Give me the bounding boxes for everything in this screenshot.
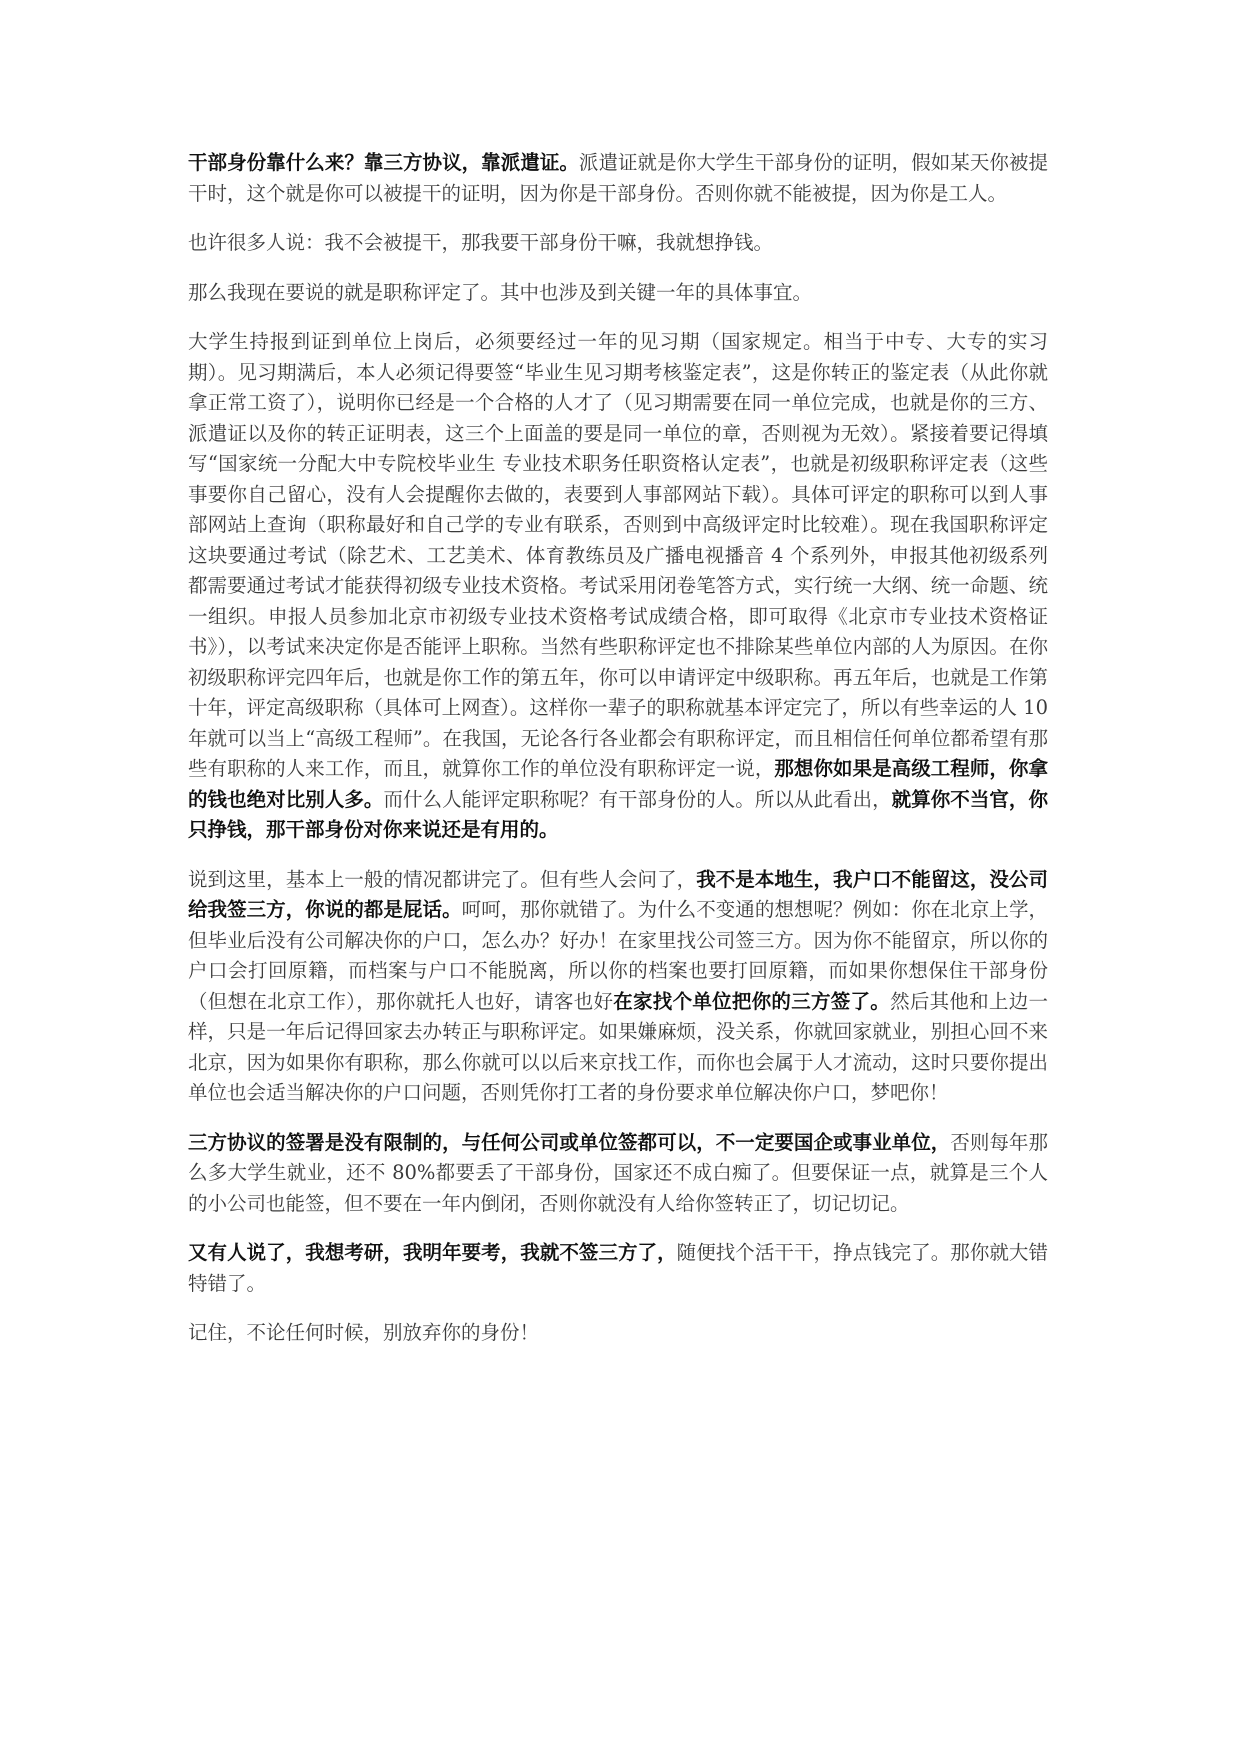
bold-text-run: 就算你不当官，你只挣钱，那干部身份对你来说还是有用的。 [188, 787, 1048, 841]
text-run: 说到这里，基本上一般的情况都讲完了。但有些人会问了， [188, 867, 697, 891]
text-run: 然后其他和上边一样，只是一年后记得回家去办转正与职称评定。如果嫌麻烦，没关系，你就回家就业，别担心回不来北京，因为如果你有职称，那么你就可以以后来京找工作，而你也会属于人才流动，这时只要你提出单位也会适当解决你的户口问题，否则凭你打工者的身份要求单位解决你户口，梦吧你！ [188, 989, 1048, 1104]
bold-text-run: 干部身份靠什么来？靠三方协议，靠派遣证。 [188, 151, 579, 174]
paragraph [188, 865, 1048, 1109]
paragraph [188, 1318, 1048, 1349]
paragraph [188, 228, 1048, 259]
text-run: 呵呵，那你就错了。为什么不变通的想想呢？例如：你在北京上学，但毕业后没有公司解决你的户口，怎么办？好办！在家里找公司签三方。因为你不能留京，所以你的户口会打回原籍，而档案与户口不能脱离，所以你的档案也要打回原籍，而如果你想保住干部身份（但想在北京工作），那你就托人也好，请客也好 [188, 898, 1048, 1013]
text-run: 派遣证就是你大学生干部身份的证明，假如某天你被提干时，这个就是你可以被提干的证明，因为你是干部身份。否则你就不能被提，因为你是工人。 [188, 151, 1048, 205]
text-run: 否则每年那么多大学生就业，还不 80%都要丢了干部身份，国家还不成白痴了。但要保证一点，就算是三个人的小公司也能签，但不要在一年内倒闭，否则你就没有人给你签转正了，切记切记。 [188, 1130, 1048, 1215]
text-run: 而什么人能评定职称呢？有干部身份的人。所以从此看出， [383, 787, 892, 811]
text-run: 那么我现在要说的就是职称评定了。其中也涉及到关键一年的具体事宜。 [188, 280, 813, 304]
paragraph [188, 1128, 1048, 1220]
bold-text-run: 又有人说了，我想考研，我明年要考，我就不签三方了， [188, 1241, 677, 1264]
bold-text-run: 我不是本地生，我户口不能留这，没公司给我签三方，你说的都是屁话。 [188, 867, 1048, 921]
text-run: 记住，不论任何时候，别放弃你的身份！ [188, 1321, 540, 1344]
bold-text-run: 三方协议的签署是没有限制的，与任何公司或单位签都可以，不一定要国企或事业单位， [188, 1130, 951, 1154]
document-body [188, 148, 1048, 1368]
paragraph [188, 1238, 1048, 1299]
paragraph [188, 278, 1048, 309]
paragraph [188, 148, 1048, 209]
text-run: 大学生持报到证到单位上岗后，必须要经过一年的见习期（国家规定。相当于中专、大专的实习期）。见习期满后，本人必须记得要签“毕业生见习期考核鉴定表”，这是你转正的鉴定表（从此你就拿正常工资了），说明你已经是一个合格的人才了（见习期需要在同一单位完成，也就是你的三方、派遣证以及你的转正证明表，这三个上面盖的要是同一单位的章，否则视为无效）。紧接着要记得填写“国家统一分配大中专院校毕业生 专业技术职务任职资格认定表”，也就是初级职称评定表（这些事要你自己留心，没有人会提醒你去做的，表要到人事部网站下载）。具体可评定的职称可以到人事部网站上查询（职称最好和自己学的专业有联系，否则到中高级评定时比较难）。现在我国职称评定这块要通过考试（除艺术、工艺美术、体育教练员及广播电视播音 4 个系列外，申报其他初级系列都需要通过考试才能获得初级专业技术资格。考试采用闭卷笔答方式，实行统一大纲、统一命题、统一组织。申报人员参加北京市初级专业技术资格考试成绩合格，即可取得《北京市专业技术资格证书》），以考试来决定你是否能评上职称。当然有些职称评定也不排除某些单位内部的人为原因。在你初级职称评完四年后，也就是你工作的第五年，你可以申请评定中级职称。再五年后，也就是工作第十年，评定高级职称（具体可上网查）。这样你一辈子的职称就基本评定完了，所以有些幸运的人 10 年就可以当上“高级工程师”。在我国，无论各行各业都会有职称评定，而且相信任何单位都希望有那些有职称的人来工作，而且，就算你工作的单位没有职称评定一说， [188, 330, 1048, 780]
paragraph [188, 327, 1048, 846]
text-run: 也许很多人说：我不会被提干，那我要干部身份干嘛，我就想挣钱。 [188, 231, 774, 254]
bold-text-run: 在家找个单位把你的三方签了。 [613, 989, 891, 1013]
bold-text-run: 那想你如果是高级工程师，你拿的钱也绝对比别人多。 [188, 757, 1048, 811]
text-run: 随便找个活干干，挣点钱完了。那你就大错特错了。 [188, 1241, 1048, 1295]
